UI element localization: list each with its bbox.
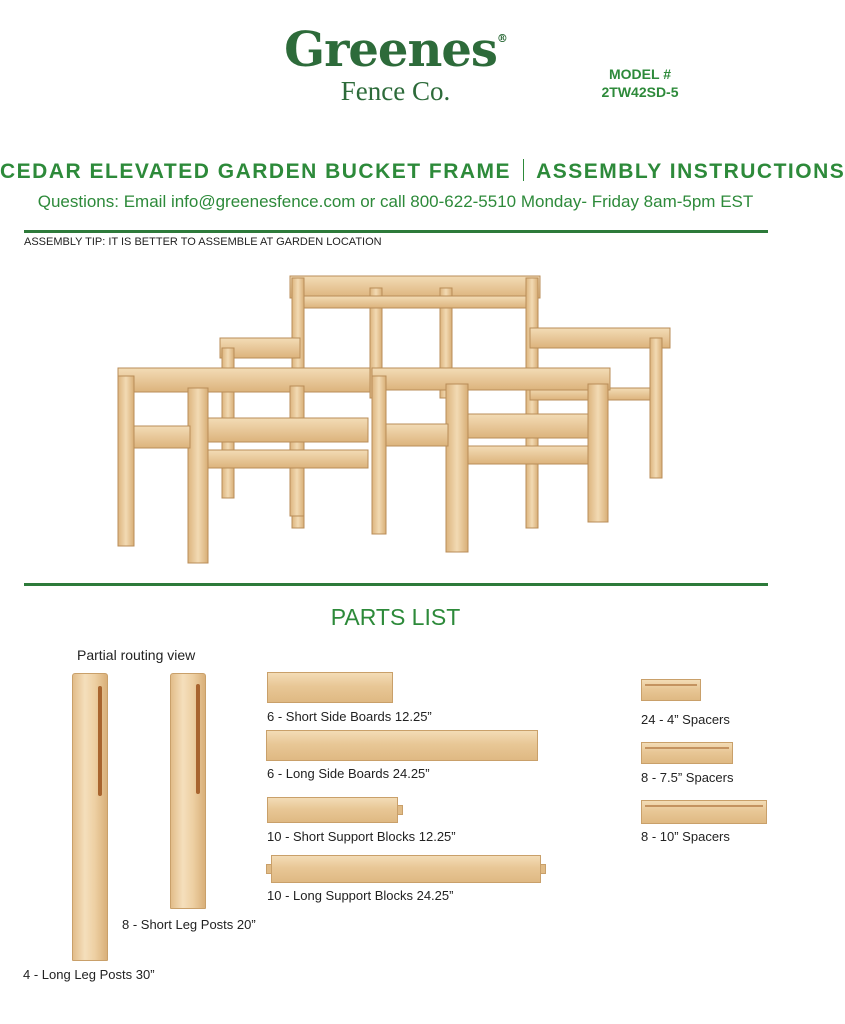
brand-name: Greenes — [284, 22, 497, 78]
title-separator — [523, 159, 524, 181]
long-support-block-image — [271, 855, 541, 883]
block-tenon — [397, 805, 403, 815]
contact-line: Questions: Email info@greenesfence.com or call 800-622-5510 Monday- Friday 8am-5pm EST — [37, 192, 754, 211]
spacer-groove — [645, 747, 729, 749]
block-tenon — [266, 864, 272, 874]
short-side-board-image — [267, 672, 393, 703]
title-product: CEDAR ELEVATED GARDEN BUCKET FRAME — [0, 160, 512, 183]
model-number: 2TW42SD-5 — [601, 84, 679, 100]
spacer-groove — [645, 684, 697, 686]
spacer-7-5-image — [641, 742, 733, 764]
long-side-boards-label: 6 - Long Side Boards 24.25” — [267, 766, 430, 781]
long-leg-posts-label: 4 - Long Leg Posts 30” — [23, 967, 155, 982]
title-section: ASSEMBLY INSTRUCTIONS — [536, 160, 845, 183]
document-title — [0, 159, 845, 184]
spacers-4-label: 24 - 4” Spacers — [641, 712, 730, 727]
short-support-blocks-label: 10 - Short Support Blocks 12.25” — [267, 829, 456, 844]
assembly-tip: ASSEMBLY TIP: IT IS BETTER TO ASSEMBLE AT GARDEN LOCATION — [24, 236, 382, 248]
routing-groove — [196, 684, 200, 794]
divider-parts — [24, 583, 768, 586]
spacer-groove — [645, 805, 763, 807]
spacers-10-label: 8 - 10” Spacers — [641, 829, 730, 844]
model-label: MODEL # — [609, 66, 671, 82]
routing-caption: Partial routing view — [77, 647, 196, 663]
block-tenon — [540, 864, 546, 874]
short-support-block-image — [267, 797, 398, 823]
divider-top — [24, 230, 768, 233]
garden-frame-illustration — [110, 258, 680, 576]
registered-mark: ® — [496, 32, 507, 45]
parts-list-heading: PARTS LIST — [330, 604, 461, 630]
short-side-boards-label: 6 - Short Side Boards 12.25” — [267, 709, 432, 724]
spacer-10-image — [641, 800, 767, 824]
long-leg-post-image — [72, 673, 108, 961]
routing-groove — [98, 686, 102, 796]
long-side-board-image — [266, 730, 538, 761]
spacer-4-image — [641, 679, 701, 701]
spacers-7-5-label: 8 - 7.5” Spacers — [641, 770, 734, 785]
long-support-blocks-label: 10 - Long Support Blocks 24.25” — [267, 888, 454, 903]
brand-subtitle: Fence Co. — [340, 76, 451, 106]
short-leg-post-image — [170, 673, 206, 909]
short-leg-posts-label: 8 - Short Leg Posts 20” — [122, 917, 256, 932]
